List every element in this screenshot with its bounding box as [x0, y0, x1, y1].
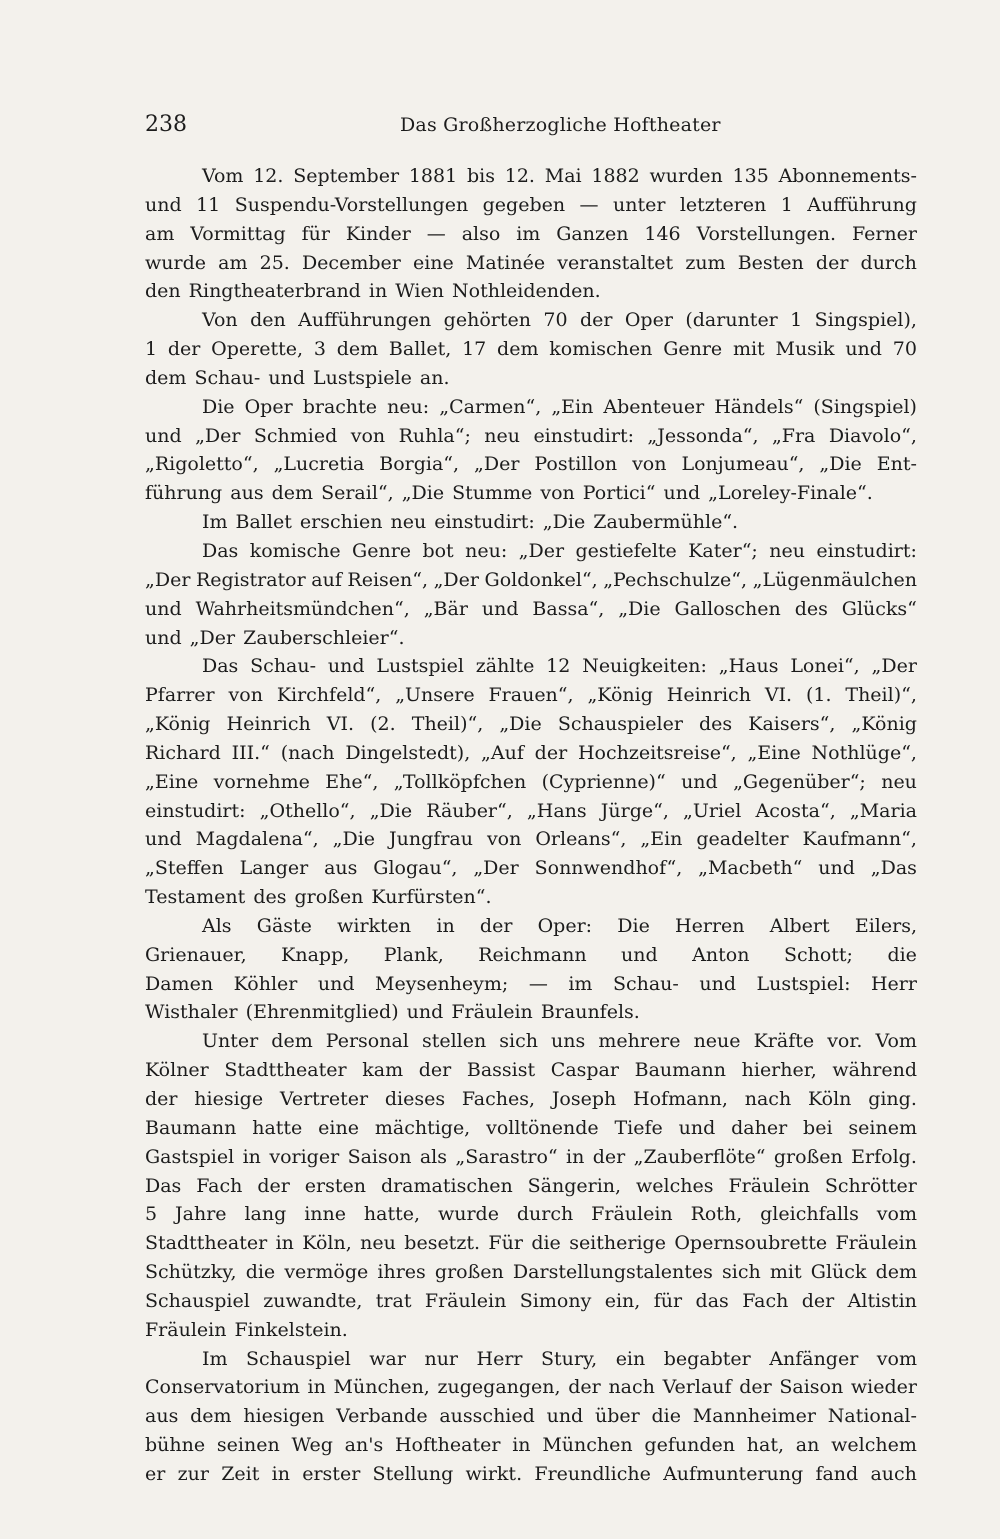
text-line: Vom 12. September 1881 bis 12. Mai 1882 wurden 135 Abonnements-: [202, 165, 917, 187]
text-line: Pfarrer von Kirchfeld“, „Unsere Frauen“, „König Heinrich VI. (1. Theil)“,: [145, 684, 917, 707]
text-line: und Wahrheitsmündchen“, „Bär und Bassa“, „Die Galloschen des Glücks“: [145, 597, 917, 620]
page-number: 238: [145, 112, 187, 137]
text-line: Unter dem Personal stellen sich uns mehrere neue Kräfte vor. Vom: [202, 1030, 917, 1053]
body-text: [145, 162, 917, 1489]
text-line: 5 Jahre lang inne hatte, wurde durch Fräulein Roth, gleichfalls vom: [145, 1203, 917, 1226]
text-line: Im Schauspiel war nur Herr Stury, ein begabter Anfänger vom: [202, 1347, 917, 1370]
text-line: Grienauer, Knapp, Plank, Reichmann und Anton Schott; die: [145, 943, 917, 966]
text-line: Baumann hatte eine mächtige, volltönende Tiefe und daher bei seinem: [145, 1116, 917, 1139]
text-line: Schützky, die vermöge ihres großen Darstellungstalentes sich mit Glück dem: [145, 1261, 917, 1284]
text-line: der hiesige Vertreter dieses Faches, Joseph Hofmann, nach Köln ging.: [145, 1088, 917, 1110]
text-line: wurde am 25. December eine Matinée veranstaltet zum Besten der durch: [145, 251, 917, 274]
text-line: und „Der Schmied von Ruhla“; neu einstudirt: „Jessonda“, „Fra Diavolo“,: [145, 424, 917, 447]
text-line: „Eine vornehme Ehe“, „Tollköpfchen (Cyprienne)“ und „Gegenüber“; neu: [145, 770, 917, 793]
text-line: Das Schau- und Lustspiel zählte 12 Neuigkeiten: „Haus Lonei“, „Der: [202, 655, 917, 678]
text-line: „Der Registrator auf Reisen“, „Der Goldonkel“, „Pechschulze“, „Lügenmäulchen: [145, 568, 917, 591]
text-line: Fräulein Finkelstein.: [145, 1318, 348, 1341]
text-line: Conservatorium in München, zugegangen, der nach Verlauf der Saison wieder: [145, 1376, 917, 1399]
text-line: Als Gäste wirkten in der Oper: Die Herren Albert Eilers,: [202, 914, 917, 937]
text-line: Kölner Stadttheater kam der Bassist Caspar Baumann hierher, während: [145, 1059, 917, 1082]
text-line: und 11 Suspendu-Vorstellungen gegeben — unter letzteren 1 Aufführung: [145, 193, 917, 216]
text-line: führung aus dem Serail“, „Die Stumme von Portici“ und „Loreley-Finale“.: [145, 482, 873, 505]
page-header: [145, 112, 865, 142]
text-line: Schauspiel zuwandte, trat Fräulein Simony ein, für das Fach der Altistin: [145, 1289, 917, 1312]
text-line: bühne seinen Weg an's Hoftheater in München gefunden hat, an welchem: [145, 1434, 917, 1457]
text-line: „Steffen Langer aus Glogau“, „Der Sonnwendhof“, „Macbeth“ und „Das: [145, 857, 917, 880]
text-line: am Vormittag für Kinder — also im Ganzen 146 Vorstellungen. Ferner: [145, 222, 917, 245]
text-line: Testament des großen Kurfürsten“.: [145, 886, 492, 909]
text-line: Die Oper brachte neu: „Carmen“, „Ein Abenteuer Händels“ (Singspiel): [202, 395, 917, 418]
text-line: und Magdalena“, „Die Jungfrau von Orleans“, „Ein geadelter Kaufmann“,: [145, 828, 917, 851]
text-line: und „Der Zauberschleier“.: [145, 626, 405, 649]
text-line: Stadttheater in Köln, neu besetzt. Für die seitherige Opernsoubrette Fräulein: [145, 1232, 917, 1255]
text-line: 1 der Operette, 3 dem Ballet, 17 dem komischen Genre mit Musik und 70: [145, 338, 917, 361]
running-title: Das Großherzogliche Hoftheater: [400, 114, 721, 136]
text-line: den Ringtheaterbrand in Wien Nothleidenden.: [145, 280, 601, 303]
text-line: Von den Aufführungen gehörten 70 der Oper (darunter 1 Singspiel),: [202, 309, 917, 332]
text-line: Im Ballet erschien neu einstudirt: „Die Zaubermühle“.: [202, 511, 739, 534]
text-line: „König Heinrich VI. (2. Theil)“, „Die Schauspieler des Kaisers“, „König: [145, 713, 917, 736]
text-line: dem Schau- und Lustspiele an.: [145, 366, 450, 389]
text-line: Gastspiel in voriger Saison als „Sarastro“ in der „Zauberflöte“ großen Erfolg.: [145, 1145, 917, 1168]
text-line: aus dem hiesigen Verbande ausschied und über die Mannheimer National-: [145, 1405, 917, 1428]
text-line: Richard III.“ (nach Dingelstedt), „Auf der Hochzeitsreise“, „Eine Nothlüge“,: [145, 741, 917, 764]
text-line: Das komische Genre bot neu: „Der gestiefelte Kater“; neu einstudirt:: [202, 539, 917, 562]
text-line: Wisthaler (Ehrenmitglied) und Fräulein Braunfels.: [145, 1001, 640, 1024]
text-line: Das Fach der ersten dramatischen Sängerin, welches Fräulein Schrötter: [145, 1174, 917, 1197]
text-line: einstudirt: „Othello“, „Die Räuber“, „Hans Jürge“, „Uriel Acosta“, „Maria: [145, 799, 917, 822]
text-line: „Rigoletto“, „Lucretia Borgia“, „Der Postillon von Lonjumeau“, „Die Ent-: [145, 453, 917, 476]
text-line: Damen Köhler und Meysenheym; — im Schau- und Lustspiel: Herr: [145, 972, 917, 995]
text-line: er zur Zeit in erster Stellung wirkt. Freundliche Aufmunterung fand auch: [145, 1462, 917, 1485]
